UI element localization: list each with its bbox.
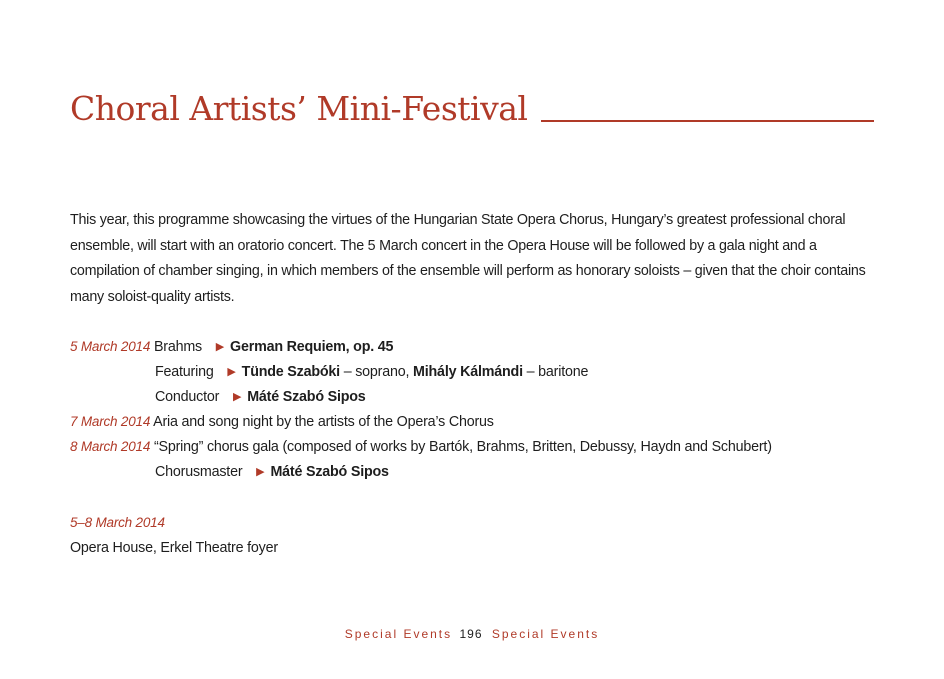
- soloist-1-name: Tünde Szabóki: [241, 364, 340, 380]
- conductor-name: Máté Szabó Sipos: [247, 389, 366, 405]
- venue-location: Opera House, Erkel Theatre foyer: [70, 540, 278, 556]
- event-2-description: Aria and song night by the artists of the Opera’s Chorus: [153, 414, 494, 430]
- event-1-work: German Requiem, op. 45: [230, 339, 394, 355]
- chorusmaster-name: Máté Szabó Sipos: [270, 464, 389, 480]
- event-2-line: [70, 412, 494, 432]
- footer-section-left: Special Events: [344, 627, 453, 641]
- event-3-description: “Spring” chorus gala (composed of works by Bartók, Brahms, Britten, Debussy, Haydn and Schubert): [153, 439, 772, 455]
- venue-date-line: [70, 513, 165, 533]
- footer-section-right: Special Events: [491, 627, 600, 641]
- soloist-1-role: – soprano,: [339, 364, 414, 380]
- event-1-featuring-line: [155, 362, 588, 383]
- event-1-date: 5 March 2014: [70, 339, 151, 354]
- triangle-right-icon: ▶: [227, 366, 236, 378]
- event-3-date: 8 March 2014: [70, 439, 151, 454]
- conductor-label: Conductor: [155, 389, 220, 405]
- page-title: Choral Artists’ Mini-Festival: [70, 89, 528, 128]
- triangle-right-icon: ▶: [256, 466, 265, 478]
- event-2-date: 7 March 2014: [70, 414, 151, 429]
- event-1-composer: Brahms: [153, 339, 202, 355]
- event-3-chorusmaster-line: [155, 462, 389, 483]
- featuring-label: Featuring: [155, 364, 214, 380]
- chorusmaster-label: Chorusmaster: [155, 464, 243, 480]
- triangle-right-icon: ▶: [215, 341, 225, 353]
- event-3-line: [70, 437, 772, 457]
- venue-date-range: 5–8 March 2014: [70, 515, 165, 530]
- page-footer: [0, 627, 944, 641]
- event-1-conductor-line: [155, 387, 366, 408]
- venue-location-line: [70, 538, 278, 558]
- soloist-2-role: – baritone: [522, 364, 589, 380]
- title-underline: [541, 120, 874, 122]
- soloist-2-name: Mihály Kálmándi: [413, 364, 523, 380]
- event-1-line: [70, 337, 393, 358]
- title-row: [70, 89, 874, 128]
- triangle-right-icon: ▶: [232, 391, 242, 403]
- page-number: 196: [459, 627, 483, 641]
- intro-paragraph: This year, this programme showcasing the virtues of the Hungarian State Opera Chorus, Hungary’s greatest professional choral ensemble, will start with an oratorio concert. The 5 March concert in the Opera House will be followed by a gala night and a compilation of chamber singing, in which members of the ensemble will perform as honorary soloists – given that the choir contains many soloist-quality artists.: [70, 212, 866, 305]
